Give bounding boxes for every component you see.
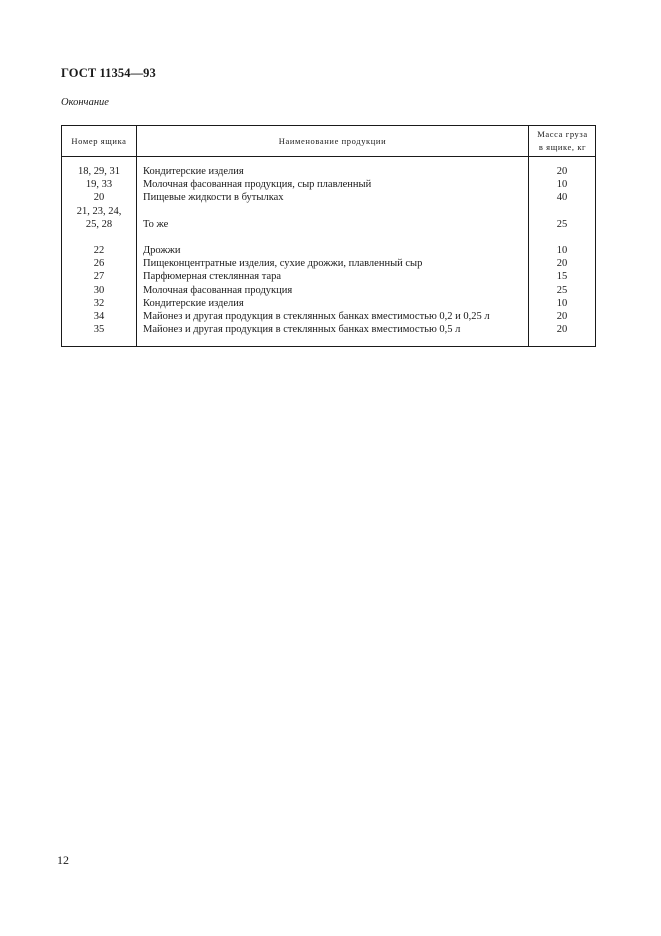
product-name-cell: Молочная фасованная продукция, сыр плавленный <box>143 179 372 191</box>
table-row <box>62 218 595 231</box>
box-number-cell: 19, 33 <box>85 179 113 191</box>
box-number-cell: 18, 29, 31 <box>78 166 120 177</box>
table-row <box>62 310 595 323</box>
table-row <box>62 165 595 178</box>
box-number-cell: 25, 28 <box>85 218 113 230</box>
mass-cell: 25 <box>556 218 568 230</box>
box-number-cell: 27 <box>93 271 105 283</box>
mass-cell: 20 <box>556 324 568 336</box>
mass-cell: 10 <box>556 244 568 256</box>
box-number-cell: 34 <box>93 310 105 322</box>
product-name-cell: Молочная фасованная продукция <box>143 284 293 296</box>
header-divider <box>62 156 595 157</box>
table-row <box>62 270 595 283</box>
product-name-cell: Пищеконцентратные изделия, сухие дрожжи, плавленный сыр <box>143 258 423 270</box>
box-number-cell: 26 <box>93 258 105 270</box>
header-product-name: Наименование продукции <box>278 136 387 146</box>
mass-cell: 20 <box>556 166 568 177</box>
box-number-cell: 20 <box>93 192 105 204</box>
box-number-cell: 32 <box>93 297 105 309</box>
mass-cell: 40 <box>556 192 568 204</box>
product-name-cell: Майонез и другая продукция в стеклянных банках вместимостью 0,5 л <box>143 324 461 336</box>
table-row <box>62 257 595 270</box>
header-mass-line1: Масса груза <box>537 129 588 139</box>
product-name-cell: То же <box>143 218 169 230</box>
table-row <box>62 297 595 310</box>
box-number-cell: 30 <box>93 284 105 296</box>
table-row <box>62 244 595 257</box>
product-name-cell: Парфюмерная стеклянная тара <box>143 271 282 283</box>
table-continuation-label: Окончание <box>61 97 109 108</box>
mass-cell: 20 <box>556 310 568 322</box>
box-number-cell: 22 <box>93 244 105 256</box>
product-name-cell: Майонез и другая продукция в стеклянных банках вместимостью 0,2 и 0,25 л <box>143 310 490 322</box>
mass-cell: 15 <box>556 271 568 283</box>
header-box-number: Номер ящика <box>71 136 127 146</box>
header-mass-line2: в ящике, кг <box>538 142 587 152</box>
mass-cell: 10 <box>556 179 568 191</box>
box-number-cell: 21, 23, 24, <box>76 205 122 217</box>
table-body <box>62 165 595 336</box>
product-name-cell: Кондитерские изделия <box>143 297 244 309</box>
table-row <box>62 323 595 336</box>
document-code: ГОСТ 11354—93 <box>61 66 156 80</box>
product-name-cell: Кондитерские изделия <box>143 166 244 177</box>
box-number-cell: 35 <box>93 324 105 336</box>
product-name-cell: Пищевые жидкости в бутылках <box>143 192 284 204</box>
mass-cell: 20 <box>556 258 568 270</box>
table-row <box>62 191 595 204</box>
mass-cell: 10 <box>556 297 568 309</box>
table-row <box>62 284 595 297</box>
page-number: 12 <box>57 853 69 867</box>
table-row <box>62 178 595 191</box>
mass-cell: 25 <box>556 284 568 296</box>
table-row <box>62 205 595 218</box>
header-mass <box>529 128 596 154</box>
products-table <box>61 125 596 347</box>
product-name-cell: Дрожжи <box>143 244 181 256</box>
